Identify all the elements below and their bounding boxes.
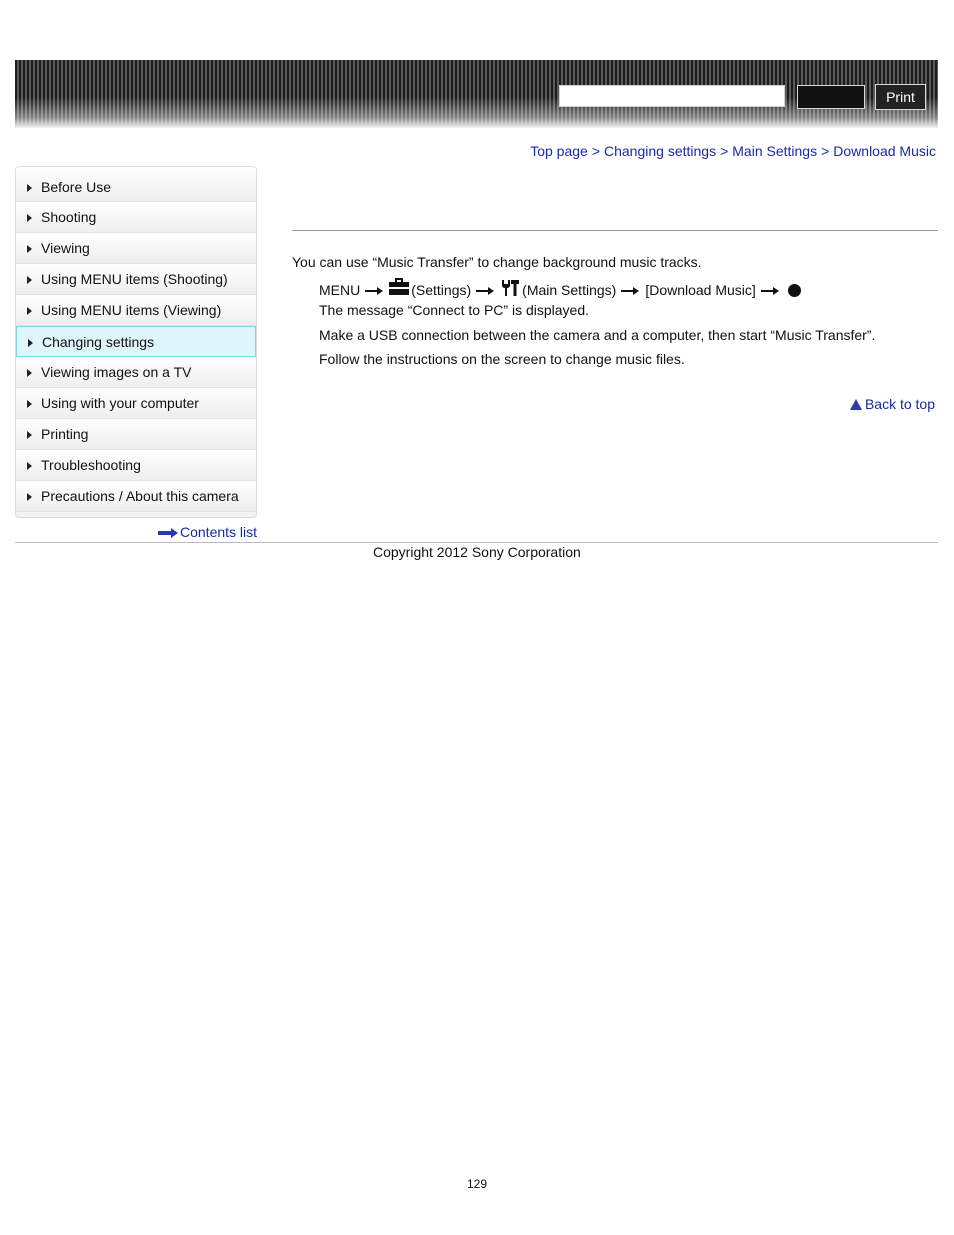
- caret-right-icon: [27, 462, 32, 470]
- sidebar-item-computer[interactable]: [16, 388, 256, 419]
- sidebar-item-label: Using MENU items (Viewing): [41, 302, 222, 318]
- copyright: Copyright 2012 Sony Corporation: [373, 544, 581, 560]
- caret-right-icon: [27, 431, 32, 439]
- breadcrumb-changing-settings[interactable]: Changing settings: [604, 143, 717, 159]
- back-to-top-link[interactable]: [850, 396, 935, 412]
- step-text: The message “Connect to PC” is displayed.: [319, 302, 590, 318]
- settings-label: (Settings): [411, 282, 472, 298]
- sidebar: [15, 166, 257, 518]
- caret-right-icon: [27, 184, 32, 192]
- sidebar-item-label: Using MENU items (Shooting): [41, 271, 228, 287]
- sidebar-item-menu-shooting[interactable]: [16, 264, 256, 295]
- caret-right-icon: [27, 245, 32, 253]
- sidebar-item-precautions[interactable]: [16, 481, 256, 512]
- sidebar-item-printing[interactable]: [16, 419, 256, 450]
- arrow-right-icon: [365, 287, 384, 295]
- contents-list-link[interactable]: [158, 524, 257, 540]
- search-input[interactable]: [559, 85, 785, 107]
- sidebar-item-label: Viewing images on a TV: [41, 364, 192, 380]
- sidebar-item-label: Shooting: [41, 209, 97, 225]
- caret-right-icon: [27, 214, 32, 222]
- step-text: Make a USB connection between the camera and a computer, then start “Music Transfer”.: [319, 327, 876, 343]
- breadcrumb: [530, 143, 936, 159]
- caret-right-icon: [28, 339, 33, 347]
- sidebar-item-troubleshooting[interactable]: [16, 450, 256, 481]
- menu-path: [319, 278, 801, 298]
- arrow-right-icon: [761, 287, 780, 295]
- sidebar-item-viewing[interactable]: [16, 233, 256, 264]
- caret-right-icon: [27, 276, 32, 284]
- header-banner: [15, 60, 938, 128]
- breadcrumb-top-page[interactable]: Top page: [530, 143, 588, 159]
- search-button[interactable]: [797, 85, 865, 109]
- tools-icon: [500, 279, 520, 297]
- center-button-icon: [788, 284, 801, 297]
- breadcrumb-separator: >: [720, 143, 729, 159]
- caret-right-icon: [27, 400, 32, 408]
- sidebar-item-changing-settings[interactable]: [16, 326, 256, 357]
- sidebar-item-label: Using with your computer: [41, 395, 199, 411]
- sidebar-item-label: Before Use: [41, 179, 112, 195]
- sidebar-item-label: Viewing: [41, 240, 90, 256]
- caret-right-icon: [27, 493, 32, 501]
- triangle-up-icon: [850, 399, 862, 410]
- footer-divider: [15, 542, 938, 543]
- sidebar-item-shooting[interactable]: [16, 202, 256, 233]
- sidebar-item-before-use[interactable]: [16, 167, 256, 202]
- sidebar-item-label: Printing: [41, 426, 89, 442]
- download-music-label: [Download Music]: [645, 282, 756, 298]
- arrow-right-icon: [476, 287, 495, 295]
- print-button[interactable]: Print: [875, 84, 926, 110]
- menu-label: MENU: [319, 282, 361, 298]
- breadcrumb-separator: >: [591, 143, 600, 159]
- intro-text: You can use “Music Transfer” to change background music tracks.: [292, 254, 702, 270]
- back-to-top-label: Back to top: [864, 396, 935, 412]
- sidebar-item-menu-viewing[interactable]: [16, 295, 256, 326]
- arrow-right-icon: [621, 287, 640, 295]
- step-text: Follow the instructions on the screen to change music files.: [319, 351, 685, 367]
- main-settings-label: (Main Settings): [522, 282, 617, 298]
- sidebar-item-viewing-tv[interactable]: [16, 357, 256, 388]
- sidebar-item-label: Changing settings: [42, 334, 155, 350]
- contents-list-label: Contents list: [180, 524, 258, 540]
- caret-right-icon: [27, 369, 32, 377]
- breadcrumb-main-settings[interactable]: Main Settings: [732, 143, 818, 159]
- page-number: 129: [466, 1177, 488, 1191]
- breadcrumb-separator: >: [821, 143, 830, 159]
- sidebar-item-label: Precautions / About this camera: [41, 488, 239, 504]
- breadcrumb-download-music[interactable]: Download Music: [833, 143, 936, 159]
- sidebar-item-label: Troubleshooting: [41, 457, 141, 473]
- title-divider: [292, 230, 938, 231]
- toolbox-icon: [389, 278, 409, 296]
- arrow-right-icon: [158, 529, 178, 537]
- caret-right-icon: [27, 307, 32, 315]
